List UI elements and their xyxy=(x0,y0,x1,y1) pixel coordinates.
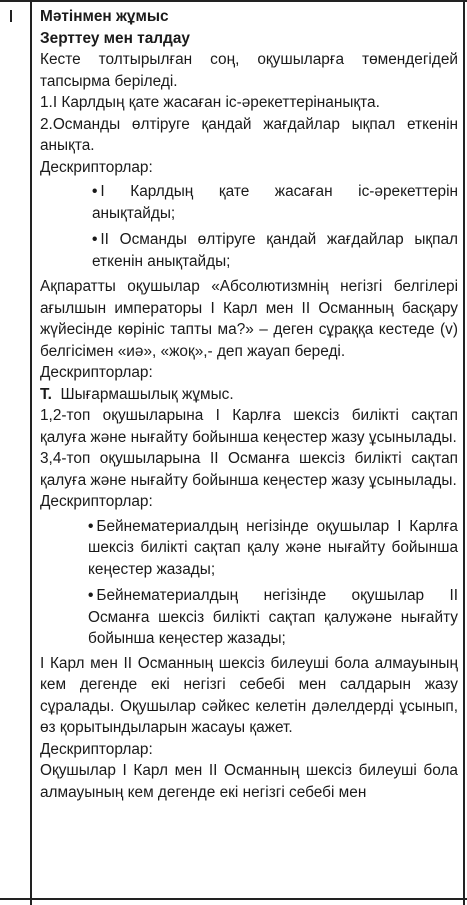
reasons-paragraph: І Карл мен ІІ Османның шексіз билеуші бола алмауының кем дегенде екі негізгі себебі мен салдарын жазу сұралады. Оқушылар сәйкес келетін дәлелдерді ұсынып, өз қорытындыларын жасауы қажет. xyxy=(40,654,458,736)
bullet-icon: • xyxy=(92,183,98,200)
task-1: 1.І Карлдың қате жасаған іс-әрекеттерінанықта. xyxy=(40,94,380,111)
descriptors-label: Дескрипторлар: xyxy=(40,740,153,758)
descriptors-label: Дескрипторлар: xyxy=(40,493,153,510)
t-marker: Т. xyxy=(40,385,52,403)
table-right-border xyxy=(463,0,465,905)
task-2: 2.Османды өлтіруге қандай жағдайлар ықпал еткенін анықта. xyxy=(40,115,458,154)
descriptor-list-2 xyxy=(88,516,458,650)
bullet-icon: • xyxy=(88,517,94,535)
intro-text: Кесте толтырылған соң, оқушыларға төмендегідей тапсырма беріледі. xyxy=(40,51,458,90)
table-top-border xyxy=(0,0,467,2)
table-bottom-border xyxy=(0,898,467,900)
final-paragraph: Оқушылар І Карл мен ІІ Османның шексіз билеуші бола алмауының кем дегенде екі негізгі себебі мен xyxy=(40,762,458,801)
lesson-cell xyxy=(40,6,458,803)
table-left-border xyxy=(30,0,32,905)
left-table-column xyxy=(0,0,32,905)
creative-work-heading xyxy=(40,384,458,406)
column-mark xyxy=(10,10,12,22)
info-paragraph: Ақпаратты оқушылар «Абсолютизмнің негізгі белгілері ағылшын императоры І Карл мен ІІ Османның басқару жүйесінде көрініс тапты ма?» – деген сұраққа кестеде (v) белгісімен «иә», «жоқ»,- деп жауап береді. xyxy=(40,278,458,360)
descriptors-label: Дескрипторлар: xyxy=(40,158,153,176)
creative-work-text: Шығармашылық жұмыс. xyxy=(60,385,234,403)
groups-1-2-task: 1,2-топ оқушыларына І Карлға шексіз билікті сақтап қалуға және нығайту бойынша кеңестер жазу ұсынылады. xyxy=(40,407,458,446)
list-item: • Бейнематериалдың негізінде оқушылар І Карлға шексіз билікті сақтап қалу және нығайту бойынша кеңестер жазады; xyxy=(88,517,458,578)
list-item: • ІІ Османды өлтіруге қандай жағдайлар ықпал еткенін анықтайды; xyxy=(92,231,458,270)
bullet-icon: • xyxy=(92,231,98,248)
descriptor-list-1 xyxy=(92,181,458,272)
section-subtitle: Зерттеу мен талдау xyxy=(40,29,190,47)
list-item: • Бейнематериалдың негізінде оқушылар ІІ Османға шексіз билікті сақтап қалужәне нығайту бойынша кеңестер жазады; xyxy=(88,587,458,647)
groups-3-4-task: 3,4-топ оқушыларына ІІ Османға шексіз билікті сақтап қалуға және нығайту бойынша кеңестер жазу ұсынылады. xyxy=(40,450,458,489)
bullet-icon: • xyxy=(88,587,94,604)
section-title: Мәтінмен жұмыс xyxy=(40,8,169,25)
list-item: • І Карлдың қате жасаған іс-әрекеттерін анықтайды; xyxy=(92,183,458,222)
descriptors-label: Дескрипторлар: xyxy=(40,364,153,381)
